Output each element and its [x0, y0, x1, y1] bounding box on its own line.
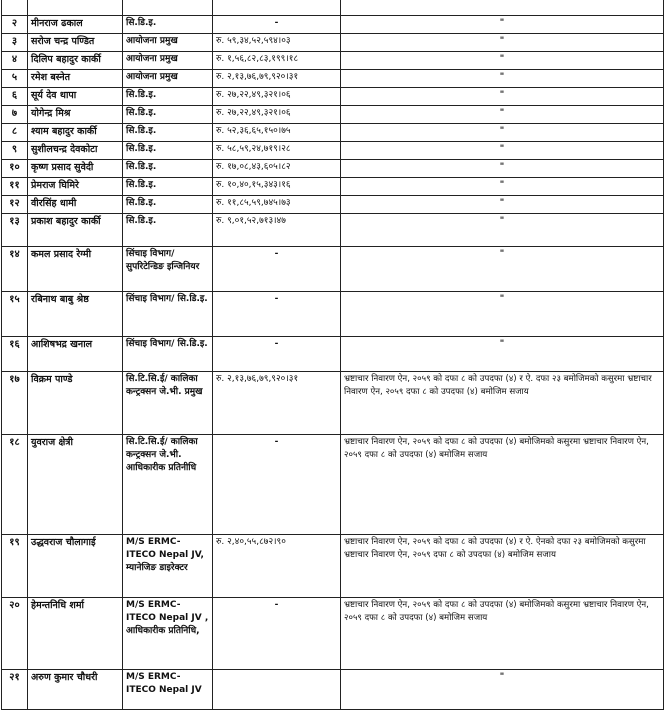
row-number: ९	[2, 142, 28, 160]
row-name: रबिनाथ बाबु श्रेष्ठ	[28, 292, 123, 337]
accused-table	[1, 0, 664, 710]
table-row	[2, 535, 664, 598]
row-amount: -	[213, 16, 341, 34]
row-name: दिलिप बहादुर कार्की	[28, 52, 123, 70]
row-amount: रु. २७,२२,४९,३२१।०६	[213, 106, 341, 124]
table-row	[2, 16, 664, 34]
row-name: श्याम बहादुर कार्की	[28, 124, 123, 142]
row-post: आयोजना प्रमुख	[123, 34, 213, 52]
table-row	[2, 435, 664, 535]
table-row	[2, 0, 664, 16]
row-amount: रु. २७,२२,४९,३२१।०६	[213, 88, 341, 106]
row-charge	[341, 0, 664, 16]
row-charge: "	[341, 670, 664, 710]
row-amount: रु. ११,८५,५९,७४५।७३	[213, 196, 341, 214]
row-number: १६	[2, 337, 28, 372]
row-charge: "	[341, 16, 664, 34]
row-amount: रु. १०,४०,१५,३४३।१६	[213, 178, 341, 196]
row-post	[123, 0, 213, 16]
row-name: योगेन्द्र मिश्र	[28, 106, 123, 124]
row-number: १८	[2, 435, 28, 535]
row-name: युवराज क्षेत्री	[28, 435, 123, 535]
row-charge: भ्रष्टाचार निवारण ऐन, २०५९ को दफा ८ को उपदफा (४) र ऐ. ऐनको दफा २३ बमोजिमको कसुरमा भ्रष्टाचार निवारण ऐन, २०५९ दफा ८ को उपदफा (४) बमोजिम सजाय	[341, 535, 664, 598]
row-charge: "	[341, 106, 664, 124]
row-charge: "	[341, 34, 664, 52]
table-row	[2, 670, 664, 710]
row-number: २१	[2, 670, 28, 710]
table-row	[2, 34, 664, 52]
table-row	[2, 52, 664, 70]
row-post: सि.डि.इ.	[123, 196, 213, 214]
row-amount: रु. १,५६,८२,८३,१९९।१८	[213, 52, 341, 70]
row-charge: "	[341, 337, 664, 372]
row-charge: "	[341, 52, 664, 70]
row-amount	[213, 0, 341, 16]
row-amount: रु. २,१३,७६,७९,९२०।३१	[213, 372, 341, 435]
table-row	[2, 372, 664, 435]
row-name: अरुण कुमार चौधरी	[28, 670, 123, 710]
row-post: M/S ERMC-ITECO Nepal JV, म्यानेजिङ डाइरेक्टर	[123, 535, 213, 598]
row-charge: "	[341, 196, 664, 214]
row-post: सि.डि.इ.	[123, 124, 213, 142]
row-name: सुशीलचन्द्र देवकोटा	[28, 142, 123, 160]
row-charge: "	[341, 88, 664, 106]
table-row	[2, 160, 664, 178]
row-name: उद्धवराज चौलागाई	[28, 535, 123, 598]
row-post: सि.डि.इ.	[123, 160, 213, 178]
row-post: सि.डि.इ.	[123, 106, 213, 124]
row-number: २०	[2, 598, 28, 670]
row-post: आयोजना प्रमुख	[123, 52, 213, 70]
row-charge: "	[341, 247, 664, 292]
row-post: सि.डि.इ.	[123, 178, 213, 196]
row-amount: रु. ५९,३४,५२,५९४।०३	[213, 34, 341, 52]
row-number: २	[2, 16, 28, 34]
table-row	[2, 124, 664, 142]
row-name: आशिषभद्र खनाल	[28, 337, 123, 372]
row-number: ६	[2, 88, 28, 106]
row-number: १०	[2, 160, 28, 178]
row-number: १३	[2, 214, 28, 247]
row-number: १९	[2, 535, 28, 598]
row-charge: "	[341, 178, 664, 196]
row-number: ७	[2, 106, 28, 124]
table-row	[2, 337, 664, 372]
row-number: १४	[2, 247, 28, 292]
row-name: वीरसिंह धामी	[28, 196, 123, 214]
row-post: सिंचाइ विभाग/ सि.डि.इ.	[123, 292, 213, 337]
row-post: सिंचाइ विभाग/ सुपरिटेन्डिङ इन्जिनियर	[123, 247, 213, 292]
row-post: M/S ERMC-ITECO Nepal JV	[123, 670, 213, 710]
table-row	[2, 88, 664, 106]
row-name	[28, 0, 123, 16]
row-post: M/S ERMC-ITECO Nepal JV , आधिकारीक प्रतिनिधि,	[123, 598, 213, 670]
table-row	[2, 247, 664, 292]
row-amount: रु. ५८,५९,२४,७१९।२८	[213, 142, 341, 160]
row-name: सरोज चन्द्र पण्डित	[28, 34, 123, 52]
row-amount: -	[213, 435, 341, 535]
row-number: ३	[2, 34, 28, 52]
row-charge: "	[341, 142, 664, 160]
row-amount: रु. २,१३,७६,७९,९२०।३१	[213, 70, 341, 88]
table-row	[2, 178, 664, 196]
row-post: सि.डि.इ.	[123, 214, 213, 247]
row-number: ४	[2, 52, 28, 70]
row-number	[2, 0, 28, 16]
row-name: कृष्ण प्रसाद सुवेदी	[28, 160, 123, 178]
row-amount: -	[213, 292, 341, 337]
row-charge: भ्रष्टाचार निवारण ऐन, २०५९ को दफा ८ को उपदफा (४) बमोजिमको कसुरमा भ्रष्टाचार निवारण ऐन, २०५९ दफा ८ को उपदफा (४) बमोजिम सजाय	[341, 598, 664, 670]
row-charge: "	[341, 124, 664, 142]
row-number: ५	[2, 70, 28, 88]
table-row	[2, 292, 664, 337]
row-post: सि.डि.इ.	[123, 16, 213, 34]
row-post: सिंचाइ विभाग/ सि.डि.इ.	[123, 337, 213, 372]
row-name: मीनराज ढकाल	[28, 16, 123, 34]
row-name: रमेश बस्नेत	[28, 70, 123, 88]
row-number: १५	[2, 292, 28, 337]
row-name: विक्रम पाण्डे	[28, 372, 123, 435]
row-charge: भ्रष्टाचार निवारण ऐन, २०५९ को दफा ८ को उपदफा (४) र ऐ. दफा २३ बमोजिमको कसुरमा भ्रष्टाचार निवारण ऐन, २०५९ दफा ८ को उपदफा (४) बमोजिम सजाय	[341, 372, 664, 435]
row-post: सि.टि.सि.ई/ कालिका कन्ट्रक्सन जे.भी. आधिकारीक प्रतिनीधि	[123, 435, 213, 535]
row-name: कमल प्रसाद रेग्मी	[28, 247, 123, 292]
row-amount: रु. १७,०८,४३,६०५।८२	[213, 160, 341, 178]
row-name: सूर्य देव थापा	[28, 88, 123, 106]
row-charge: "	[341, 70, 664, 88]
row-number: १२	[2, 196, 28, 214]
table-row	[2, 214, 664, 247]
row-amount: -	[213, 598, 341, 670]
row-charge: "	[341, 214, 664, 247]
row-charge: "	[341, 292, 664, 337]
row-number: १७	[2, 372, 28, 435]
accused-table-body	[2, 0, 664, 710]
row-amount: रु. ५२,३६,६५,१५०।७५	[213, 124, 341, 142]
row-charge: "	[341, 160, 664, 178]
row-post: सि.डि.इ.	[123, 88, 213, 106]
row-name: प्रकाश बहादुर कार्की	[28, 214, 123, 247]
row-amount: -	[213, 247, 341, 292]
row-name: प्रेमराज घिमिरे	[28, 178, 123, 196]
row-number: ८	[2, 124, 28, 142]
row-amount: -	[213, 337, 341, 372]
row-name: हेमन्तनिधि शर्मा	[28, 598, 123, 670]
row-post: सि.डि.इ.	[123, 142, 213, 160]
table-row	[2, 70, 664, 88]
row-post: सि.टि.सि.ई/ कालिका कन्ट्रक्सन जे.भी. प्रमुख	[123, 372, 213, 435]
row-number: ११	[2, 178, 28, 196]
row-amount: रु. ९,०१,५२,७१३।४७	[213, 214, 341, 247]
table-row	[2, 598, 664, 670]
row-amount: रु. २,४०,५५,८७२।९०	[213, 535, 341, 598]
table-row	[2, 196, 664, 214]
row-charge: भ्रष्टाचार निवारण ऐन, २०५९ को दफा ८ को उपदफा (४) बमोजिमको कसुरमा भ्रष्टाचार निवारण ऐन, २०५९ दफा ८ को उपदफा (४) बमोजिम सजाय	[341, 435, 664, 535]
table-row	[2, 142, 664, 160]
row-post: आयोजना प्रमुख	[123, 70, 213, 88]
table-row	[2, 106, 664, 124]
row-amount	[213, 670, 341, 710]
